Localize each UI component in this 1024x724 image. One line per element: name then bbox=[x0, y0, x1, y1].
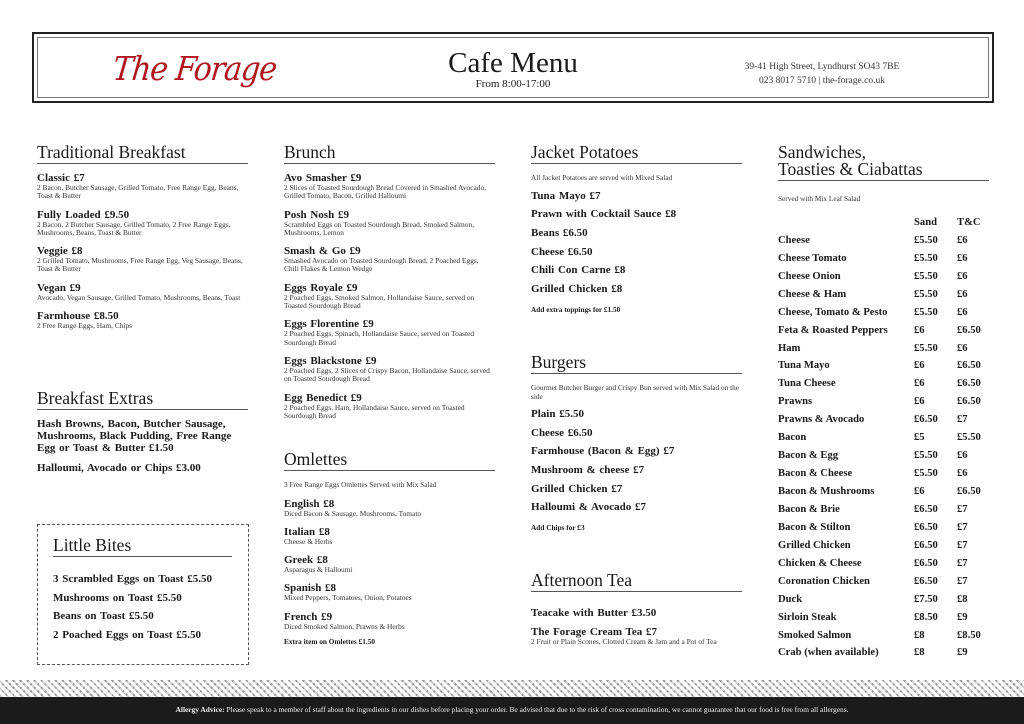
table-row bbox=[778, 554, 981, 572]
item-name: Bacon & Mushrooms bbox=[778, 486, 875, 498]
section-heading: Sandwiches, Toasties & Ciabattas bbox=[778, 144, 989, 181]
sand-price: £6.50 bbox=[914, 557, 938, 569]
item-name: Cheese £6.50 bbox=[531, 426, 593, 439]
item-name: Feta & Roasted Peppers bbox=[778, 324, 888, 336]
item-description: Asparagus & Halloumi bbox=[284, 565, 353, 575]
tc-price: £7 bbox=[957, 557, 968, 569]
sand-price: £8 bbox=[914, 647, 925, 659]
item-name: Veggie £8 bbox=[37, 245, 83, 258]
tc-price: £6.50 bbox=[957, 486, 981, 498]
table-row bbox=[778, 518, 981, 536]
item-description: 2 Grilled Tomato, Mushrooms, Free Range Egg, Veg Sausage, Beans, Toast & Butter bbox=[37, 256, 243, 274]
sand-price: £7.50 bbox=[914, 593, 938, 605]
sand-price: £8.50 bbox=[914, 611, 938, 623]
table-row bbox=[778, 393, 981, 411]
menu-item bbox=[284, 209, 495, 238]
tc-price: £6 bbox=[957, 270, 968, 282]
item-name: Halloumi, Avocado or Chips £3.00 bbox=[37, 462, 201, 474]
item-name: Hash Browns, Bacon, Butcher Sausage, Mushrooms, Black Pudding, Free Range Egg or Toast & Butter £1.50 bbox=[37, 418, 232, 454]
item-name: Tuna Cheese bbox=[778, 378, 836, 390]
item-name: Grilled Chicken bbox=[778, 539, 851, 551]
item-name: Sirloin Steak bbox=[778, 611, 837, 623]
table-row bbox=[778, 536, 981, 554]
menu-item bbox=[284, 526, 495, 546]
table-row bbox=[778, 357, 981, 375]
item-name: Cheese £6.50 bbox=[531, 245, 593, 258]
table-row bbox=[778, 267, 981, 285]
section-heading: Jacket Potatoes bbox=[531, 144, 742, 164]
item-description: Avocado, Vegan Sausage, Grilled Tomato, Mushrooms, Beans, Toast bbox=[37, 292, 241, 302]
item-name: Halloumi & Avocado £7 bbox=[531, 501, 646, 514]
section-extras bbox=[37, 390, 248, 474]
tc-price: £7 bbox=[957, 414, 968, 426]
tc-price: £7 bbox=[957, 575, 968, 587]
item-name: Egg Benedict £9 bbox=[284, 391, 362, 404]
item-description: 2 Poached Eggs, Ham, Hollandaise Sauce, served on Toasted Sourdough Bread bbox=[284, 402, 465, 420]
section-note: Gourmet Butcher Burger and Crispy Bun served with Mix Salad on the side bbox=[531, 383, 739, 401]
item-description: 2 Poached Eggs, 2 Slices of Crispy Bacon, Hollandaise Sauce, served on Toasted Sourdough Bread bbox=[284, 365, 490, 384]
website-link[interactable]: the-forage.co.uk bbox=[822, 76, 885, 86]
table-row bbox=[778, 429, 981, 447]
item-name: Italian £8 bbox=[284, 525, 330, 538]
table-row bbox=[778, 626, 981, 644]
table-header-row: Sand T&C bbox=[914, 216, 981, 228]
section-omlettes bbox=[284, 451, 495, 646]
sand-price: £5.50 bbox=[914, 252, 938, 264]
sand-price: £5.50 bbox=[914, 234, 938, 246]
menu-item bbox=[53, 607, 232, 626]
menu-item bbox=[284, 172, 495, 201]
item-name: Teacake with Butter £3.50 bbox=[531, 607, 657, 619]
sand-price: £5.50 bbox=[914, 288, 938, 300]
section-footnote: Add extra toppings for £1.50 bbox=[531, 304, 621, 314]
item-name: Farmhouse (Bacon & Egg) £7 bbox=[531, 445, 675, 458]
menu-item bbox=[37, 310, 248, 330]
table-row bbox=[778, 285, 981, 303]
section-sandwiches bbox=[778, 144, 989, 662]
menu-item bbox=[284, 282, 495, 311]
section-heading: Omlettes bbox=[284, 451, 495, 471]
item-name: Vegan £9 bbox=[37, 281, 81, 294]
table-row bbox=[778, 501, 981, 519]
opening-hours: From 8:00-17:00 bbox=[475, 78, 551, 90]
menu-item bbox=[284, 611, 495, 631]
item-name: The Forage Cream Tea £7 bbox=[531, 625, 658, 638]
section-jacket bbox=[531, 144, 742, 314]
item-description: 2 Free Range Eggs, Ham, Chips bbox=[37, 321, 133, 331]
menu-item bbox=[531, 480, 742, 499]
item-name: Chili Con Carne £8 bbox=[531, 264, 626, 277]
sand-price: £6.50 bbox=[914, 503, 938, 515]
item-name: Eggs Royale £9 bbox=[284, 281, 358, 294]
tc-price: £6 bbox=[957, 306, 968, 318]
section-note: 3 Free Range Eggs Omlettes Served with Mix Salad bbox=[284, 480, 437, 489]
sand-price: £5.50 bbox=[914, 306, 938, 318]
item-name: Bacon & Brie bbox=[778, 503, 840, 515]
table-row bbox=[778, 590, 981, 608]
menu-item bbox=[37, 282, 248, 302]
item-name: Coronation Chicken bbox=[778, 575, 870, 587]
item-name: Spanish £8 bbox=[284, 582, 337, 595]
table-row bbox=[778, 339, 981, 357]
tc-price: £6.50 bbox=[957, 360, 981, 372]
section-afternoon-tea bbox=[531, 570, 742, 646]
item-name: Cheese bbox=[778, 234, 810, 246]
tc-price: £7 bbox=[957, 521, 968, 533]
item-description: Mixed Peppers, Tomatoes, Onion, Potatoes bbox=[284, 593, 412, 603]
tc-price: £8.50 bbox=[957, 629, 981, 641]
allergy-advice-bar: Allergy Advice: Please speak to a member of staff about the ingredients in our dishes before placing your order. Be advised that due to the risk of cross contamination, we cannot guarantee that our food is free from all allergens. bbox=[0, 697, 1024, 724]
item-name: Cheese Tomato bbox=[778, 252, 847, 264]
tc-price: £5.50 bbox=[957, 432, 981, 444]
item-name: Bacon bbox=[778, 432, 807, 444]
menu-item bbox=[284, 582, 495, 602]
item-name: Bacon & Egg bbox=[778, 450, 839, 462]
menu-item bbox=[531, 280, 742, 299]
item-description: 2 Bacon, Butcher Sausage, Grilled Tomato, Free Range Egg, Beans, Toast & Butter bbox=[37, 183, 239, 201]
menu-item bbox=[531, 461, 742, 480]
item-name: Smoked Salmon bbox=[778, 629, 852, 641]
menu-item bbox=[531, 243, 742, 262]
sand-price: £5.50 bbox=[914, 450, 938, 462]
item-description: 2 Fruit or Plain Scones, Clotted Cream & Jam and a Pot of Tea bbox=[531, 636, 717, 646]
item-name: Smash & Go £9 bbox=[284, 245, 361, 258]
item-name: Beans on Toast £5.50 bbox=[53, 610, 154, 623]
phone: 023 8017 5710 bbox=[759, 76, 817, 86]
tc-price: £8 bbox=[957, 593, 968, 605]
table-row bbox=[778, 447, 981, 465]
tc-price: £6 bbox=[957, 234, 968, 246]
menu-item bbox=[37, 209, 248, 238]
table-row bbox=[778, 249, 981, 267]
section-brunch bbox=[284, 144, 495, 420]
item-name: 2 Poached Eggs on Toast £5.50 bbox=[53, 629, 202, 642]
menu-item bbox=[531, 261, 742, 280]
item-name: Cheese Onion bbox=[778, 270, 841, 282]
item-name: Bacon & Cheese bbox=[778, 468, 853, 480]
item-name: Mushrooms on Toast £5.50 bbox=[53, 591, 182, 604]
sand-price: £6.50 bbox=[914, 521, 938, 533]
sand-price: £6 bbox=[914, 360, 925, 372]
section-heading: Breakfast Extras bbox=[37, 390, 248, 410]
item-name: Grilled Chicken £7 bbox=[531, 482, 623, 495]
sand-price: £6 bbox=[914, 378, 925, 390]
menu-item bbox=[531, 424, 742, 443]
item-name: Cheese, Tomato & Pesto bbox=[778, 306, 888, 318]
item-name: Avo Smasher £9 bbox=[284, 172, 362, 184]
item-name: Prawns bbox=[778, 396, 813, 408]
section-heading: Brunch bbox=[284, 144, 495, 164]
tc-price: £9 bbox=[957, 611, 968, 623]
menu-item bbox=[531, 623, 742, 646]
item-name: Ham bbox=[778, 342, 801, 354]
item-name: Grilled Chicken £8 bbox=[531, 282, 623, 295]
section-little-bites bbox=[53, 537, 232, 645]
item-name: Duck bbox=[778, 593, 803, 605]
table-row bbox=[778, 303, 981, 321]
item-name: Greek £8 bbox=[284, 554, 328, 567]
item-name: Cheese & Ham bbox=[778, 288, 847, 300]
tc-price: £9 bbox=[957, 647, 968, 659]
contact-info: 39-41 High Street, Lyndhurst SO43 7BE 023 8017 5710 | the-forage.co.uk bbox=[722, 60, 922, 88]
sand-price: £8 bbox=[914, 629, 925, 641]
item-name: Eggs Florentine £9 bbox=[284, 318, 374, 331]
menu-item bbox=[531, 604, 742, 623]
sand-price: £6 bbox=[914, 396, 925, 408]
item-name: Plain £5.50 bbox=[531, 408, 584, 420]
section-burgers bbox=[531, 354, 742, 532]
tc-price: £6 bbox=[957, 288, 968, 300]
menu-item bbox=[37, 245, 248, 274]
tc-price: £7 bbox=[957, 503, 968, 515]
page-title: Cafe Menu bbox=[448, 47, 578, 79]
table-row bbox=[778, 644, 981, 662]
item-description: 2 Slices of Toasted Sourdough Bread Covered in Smashed Avocado, Grilled Tomato, Bacon, Grilled Halloumi bbox=[284, 183, 487, 201]
menu-item bbox=[531, 187, 742, 206]
sand-price: £5.50 bbox=[914, 270, 938, 282]
item-name: Eggs Blackstone £9 bbox=[284, 354, 377, 367]
sand-price: £5.50 bbox=[914, 342, 938, 354]
menu-item bbox=[531, 205, 742, 224]
section-note: All Jacket Potatoes are served with Mixed Salad bbox=[531, 173, 673, 182]
item-description: 2 Poached Eggs, Smoked Salmon, Hollandaise Sauce, served on Toasted Sourdough Bread bbox=[284, 292, 475, 311]
menu-item bbox=[37, 172, 248, 201]
sand-price: £6.50 bbox=[914, 414, 938, 426]
tc-price: £6.50 bbox=[957, 378, 981, 390]
table-row bbox=[778, 572, 981, 590]
menu-item bbox=[531, 498, 742, 517]
item-name: Tuna Mayo £7 bbox=[531, 189, 601, 202]
section-footnote: Add Chips for £3 bbox=[531, 523, 585, 533]
menu-item bbox=[284, 498, 495, 518]
item-description: 2 Poached Eggs, Spinach, Hollandaise Sauce, served on Toasted Sourdough Bread bbox=[284, 329, 475, 347]
menu-item bbox=[531, 442, 742, 461]
section-heading: Afternoon Tea bbox=[531, 572, 742, 592]
item-name: Mushroom & cheese £7 bbox=[531, 464, 645, 477]
item-description: Smashed Avocado on Toasted Sourdough Bread, 2 Poached Eggs, Chili Flakes & Lemon Wedge bbox=[284, 256, 479, 274]
table-row bbox=[778, 375, 981, 393]
menu-item bbox=[531, 224, 742, 243]
item-description: 2 Bacon, 2 Butcher Sausage, Grilled Tomato, 2 Free Range Eggs, Mushrooms, Beans, Toast & Butter bbox=[37, 219, 231, 237]
logo: The Forage bbox=[110, 50, 279, 89]
item-name: Posh Nosh £9 bbox=[284, 208, 349, 221]
section-note: Served with Mix Leaf Salad bbox=[778, 194, 861, 203]
item-name: French £9 bbox=[284, 610, 333, 623]
tc-price: £6 bbox=[957, 450, 968, 462]
section-heading: Little Bites bbox=[53, 537, 232, 557]
section-heading: Traditional Breakfast bbox=[37, 144, 248, 164]
menu-item bbox=[284, 245, 495, 274]
sand-price: £6 bbox=[914, 324, 925, 336]
table-row bbox=[778, 608, 981, 626]
tc-price: £6 bbox=[957, 342, 968, 354]
item-name: Chicken & Cheese bbox=[778, 557, 862, 569]
menu-item bbox=[53, 589, 232, 608]
section-traditional bbox=[37, 144, 248, 330]
item-description: Scrambled Eggs on Toasted Sourdough Bread, Smoked Salmon, Mushrooms, Lemon bbox=[284, 219, 475, 237]
item-description: Diced Smoked Salmon, Prawns & Herbs bbox=[284, 621, 405, 631]
item-name: Prawn with Cocktail Sauce £8 bbox=[531, 208, 677, 221]
item-name: Fully Loaded £9.50 bbox=[37, 208, 130, 221]
table-row bbox=[778, 321, 981, 339]
menu-header bbox=[32, 32, 994, 103]
item-name: Crab (when available) bbox=[778, 647, 879, 659]
menu-item bbox=[284, 554, 495, 574]
item-name: Beans £6.50 bbox=[531, 226, 588, 239]
menu-item bbox=[284, 318, 495, 347]
item-name: Bacon & Stilton bbox=[778, 521, 851, 533]
menu-item bbox=[53, 626, 232, 645]
menu-item bbox=[284, 355, 495, 384]
item-name: Prawns & Avocado bbox=[778, 414, 865, 426]
tc-price: £6 bbox=[957, 252, 968, 264]
tc-price: £6.50 bbox=[957, 324, 981, 336]
item-name: Farmhouse £8.50 bbox=[37, 310, 119, 323]
tc-price: £6 bbox=[957, 468, 968, 480]
sand-price: £5 bbox=[914, 432, 925, 444]
menu-item bbox=[37, 418, 248, 454]
tc-price: £7 bbox=[957, 539, 968, 551]
item-description: Cheese & Herbs bbox=[284, 536, 333, 546]
table-row bbox=[778, 231, 981, 249]
table-row bbox=[778, 411, 981, 429]
table-row bbox=[778, 465, 981, 483]
item-name: Tuna Mayo bbox=[778, 360, 830, 372]
item-name: Classic £7 bbox=[37, 172, 85, 184]
item-description: Diced Bacon & Sausage, Mushrooms, Tomato bbox=[284, 508, 422, 518]
item-name: English £8 bbox=[284, 497, 335, 510]
tc-price: £6.50 bbox=[957, 396, 981, 408]
menu-item bbox=[284, 392, 495, 421]
item-name: 3 Scrambled Eggs on Toast £5.50 bbox=[53, 573, 213, 585]
table-row bbox=[778, 483, 981, 501]
sand-price: £6.50 bbox=[914, 575, 938, 587]
sand-price: £5.50 bbox=[914, 468, 938, 480]
menu-item bbox=[37, 462, 248, 474]
section-footnote: Extra item on Omlettes £1.50 bbox=[284, 636, 375, 646]
sandwich-price-table bbox=[778, 214, 981, 662]
section-heading: Burgers bbox=[531, 354, 742, 374]
sand-price: £6.50 bbox=[914, 539, 938, 551]
menu-item bbox=[531, 405, 742, 424]
address: 39-41 High Street, Lyndhurst SO43 7BE bbox=[744, 62, 900, 72]
menu-item bbox=[53, 570, 232, 589]
sand-price: £6 bbox=[914, 486, 925, 498]
